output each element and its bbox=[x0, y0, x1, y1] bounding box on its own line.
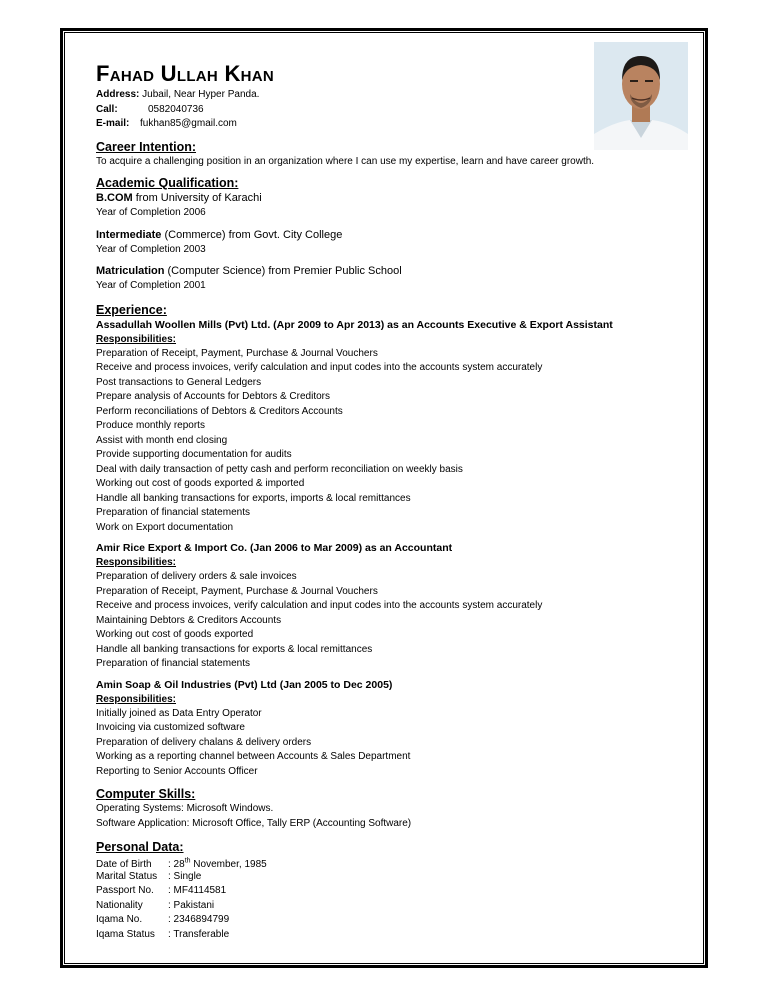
personal-row bbox=[96, 899, 666, 914]
academic-item bbox=[96, 191, 666, 221]
email-label: E-mail: bbox=[96, 118, 130, 129]
personal-heading: Personal Data: bbox=[96, 840, 184, 854]
personal-value: : Pakistani bbox=[168, 899, 215, 911]
call-label: Call: bbox=[96, 103, 118, 115]
address-line bbox=[96, 88, 666, 103]
personal-value: : Transferable bbox=[168, 928, 230, 940]
degree-year: Year of Completion 2003 bbox=[96, 243, 206, 255]
responsibility-item: Handle all banking transactions for exports & local remittances bbox=[96, 643, 373, 655]
address-label: Address: bbox=[96, 89, 140, 100]
degree-year: Year of Completion 2006 bbox=[96, 207, 206, 218]
email-value[interactable]: fukhan85@gmail.com bbox=[140, 118, 237, 129]
degree-name: Matriculation bbox=[96, 265, 165, 277]
dob-value: : 28th November, 1985 bbox=[168, 858, 267, 871]
responsibility-item: Deal with daily transaction of petty cash and perform reconciliation on weekly basis bbox=[96, 463, 463, 475]
email-line bbox=[96, 117, 666, 132]
call-value: 0582040736 bbox=[148, 103, 204, 115]
responsibilities-label: Responsibilities: bbox=[96, 693, 177, 705]
job-entry bbox=[96, 318, 666, 536]
personal-value: : MF4114581 bbox=[168, 885, 227, 896]
personal-row-dob bbox=[96, 855, 666, 870]
personal-label: Passport No. bbox=[96, 885, 154, 896]
call-line bbox=[96, 103, 666, 118]
personal-label: Nationality bbox=[96, 899, 143, 911]
personal-row bbox=[96, 928, 666, 943]
responsibility-item: Post transactions to General Ledgers bbox=[96, 376, 262, 388]
responsibility-item: Preparation of financial statements bbox=[96, 658, 250, 669]
responsibilities-label: Responsibilities: bbox=[96, 557, 177, 568]
responsibility-item: Receive and process invoices, verify calculation and input codes into the accounts system accurately bbox=[96, 600, 543, 611]
job-entry bbox=[96, 541, 666, 672]
responsibility-item: Invoicing via customized software bbox=[96, 722, 245, 733]
degree-detail: from University of Karachi bbox=[132, 192, 262, 204]
responsibility-item: Prepare analysis of Accounts for Debtors & Creditors bbox=[96, 391, 330, 402]
degree-year: Year of Completion 2001 bbox=[96, 280, 206, 291]
responsibility-item: Handle all banking transactions for exports, imports & local remittances bbox=[96, 492, 411, 504]
job-title: Assadullah Woollen Mills (Pvt) Ltd. (Apr 2009 to Apr 2013) as an Accounts Executive & Export Assistant bbox=[96, 318, 613, 331]
responsibility-item: Assist with month end closing bbox=[96, 434, 228, 446]
degree-detail: (Commerce) from Govt. City College bbox=[161, 228, 343, 241]
responsibility-item: Working out cost of goods exported bbox=[96, 629, 254, 640]
personal-value: : 2346894799 bbox=[168, 914, 230, 925]
personal-value: : Single bbox=[168, 870, 202, 882]
personal-row bbox=[96, 870, 666, 885]
personal-label: Date of Birth bbox=[96, 859, 152, 871]
personal-row bbox=[96, 884, 666, 899]
responsibility-item: Receive and process invoices, verify calculation and input codes into the accounts system accurately bbox=[96, 362, 543, 373]
responsibility-item: Work on Export documentation bbox=[96, 521, 234, 533]
contact-block bbox=[96, 88, 666, 132]
address-value: Jubail, Near Hyper Panda. bbox=[142, 89, 260, 100]
responsibility-item: Working out cost of goods exported & imported bbox=[96, 478, 305, 489]
personal-row bbox=[96, 913, 666, 928]
academic-item bbox=[96, 228, 666, 258]
experience-heading: Experience: bbox=[96, 302, 167, 317]
career-text: To acquire a challenging position in an organization where I can use my expertise, learn and have career growth. bbox=[96, 155, 595, 167]
job-title: Amir Rice Export & Import Co. (Jan 2006 to Mar 2009) as an Accountant bbox=[96, 542, 453, 554]
responsibility-item: Reporting to Senior Accounts Officer bbox=[96, 765, 258, 777]
personal-label: Marital Status bbox=[96, 870, 158, 882]
resume-content bbox=[96, 60, 666, 942]
responsibilities-label: Responsibilities: bbox=[96, 333, 177, 345]
responsibility-item: Preparation of financial statements bbox=[96, 507, 250, 518]
skill-item: Software Application: Microsoft Office, Tally ERP (Accounting Software) bbox=[96, 817, 412, 829]
responsibility-item: Preparation of Receipt, Payment, Purchase & Journal Vouchers bbox=[96, 347, 378, 359]
personal-label: Iqama Status bbox=[96, 928, 155, 940]
degree-name: B.COM bbox=[96, 192, 133, 204]
candidate-name: Fahad Ullah Khan bbox=[96, 61, 275, 86]
responsibility-item: Working as a reporting channel between Accounts & Sales Department bbox=[96, 751, 411, 762]
degree-name: Intermediate bbox=[96, 228, 162, 241]
responsibility-item: Preparation of delivery orders & sale invoices bbox=[96, 571, 297, 582]
responsibility-item: Maintaining Debtors & Creditors Accounts bbox=[96, 614, 282, 626]
personal-label: Iqama No. bbox=[96, 914, 143, 925]
responsibility-item: Preparation of delivery chalans & delivery orders bbox=[96, 736, 312, 748]
skill-item: Operating Systems: Microsoft Windows. bbox=[96, 803, 274, 814]
responsibility-item: Preparation of Receipt, Payment, Purchase & Journal Vouchers bbox=[96, 585, 378, 597]
responsibility-item: Initially joined as Data Entry Operator bbox=[96, 707, 262, 719]
academic-heading: Academic Qualification: bbox=[96, 176, 239, 190]
responsibility-item: Produce monthly reports bbox=[96, 420, 205, 431]
job-title: Amin Soap & Oil Industries (Pvt) Ltd (Jan 2005 to Dec 2005) bbox=[96, 678, 393, 691]
responsibility-item: Provide supporting documentation for audits bbox=[96, 449, 292, 460]
degree-detail: (Computer Science) from Premier Public School bbox=[164, 265, 402, 277]
academic-item bbox=[96, 264, 666, 294]
job-entry bbox=[96, 678, 666, 780]
responsibility-item: Perform reconciliations of Debtors & Creditors Accounts bbox=[96, 405, 343, 417]
skills-heading: Computer Skills: bbox=[96, 787, 196, 801]
career-heading: Career Intention: bbox=[96, 139, 197, 154]
